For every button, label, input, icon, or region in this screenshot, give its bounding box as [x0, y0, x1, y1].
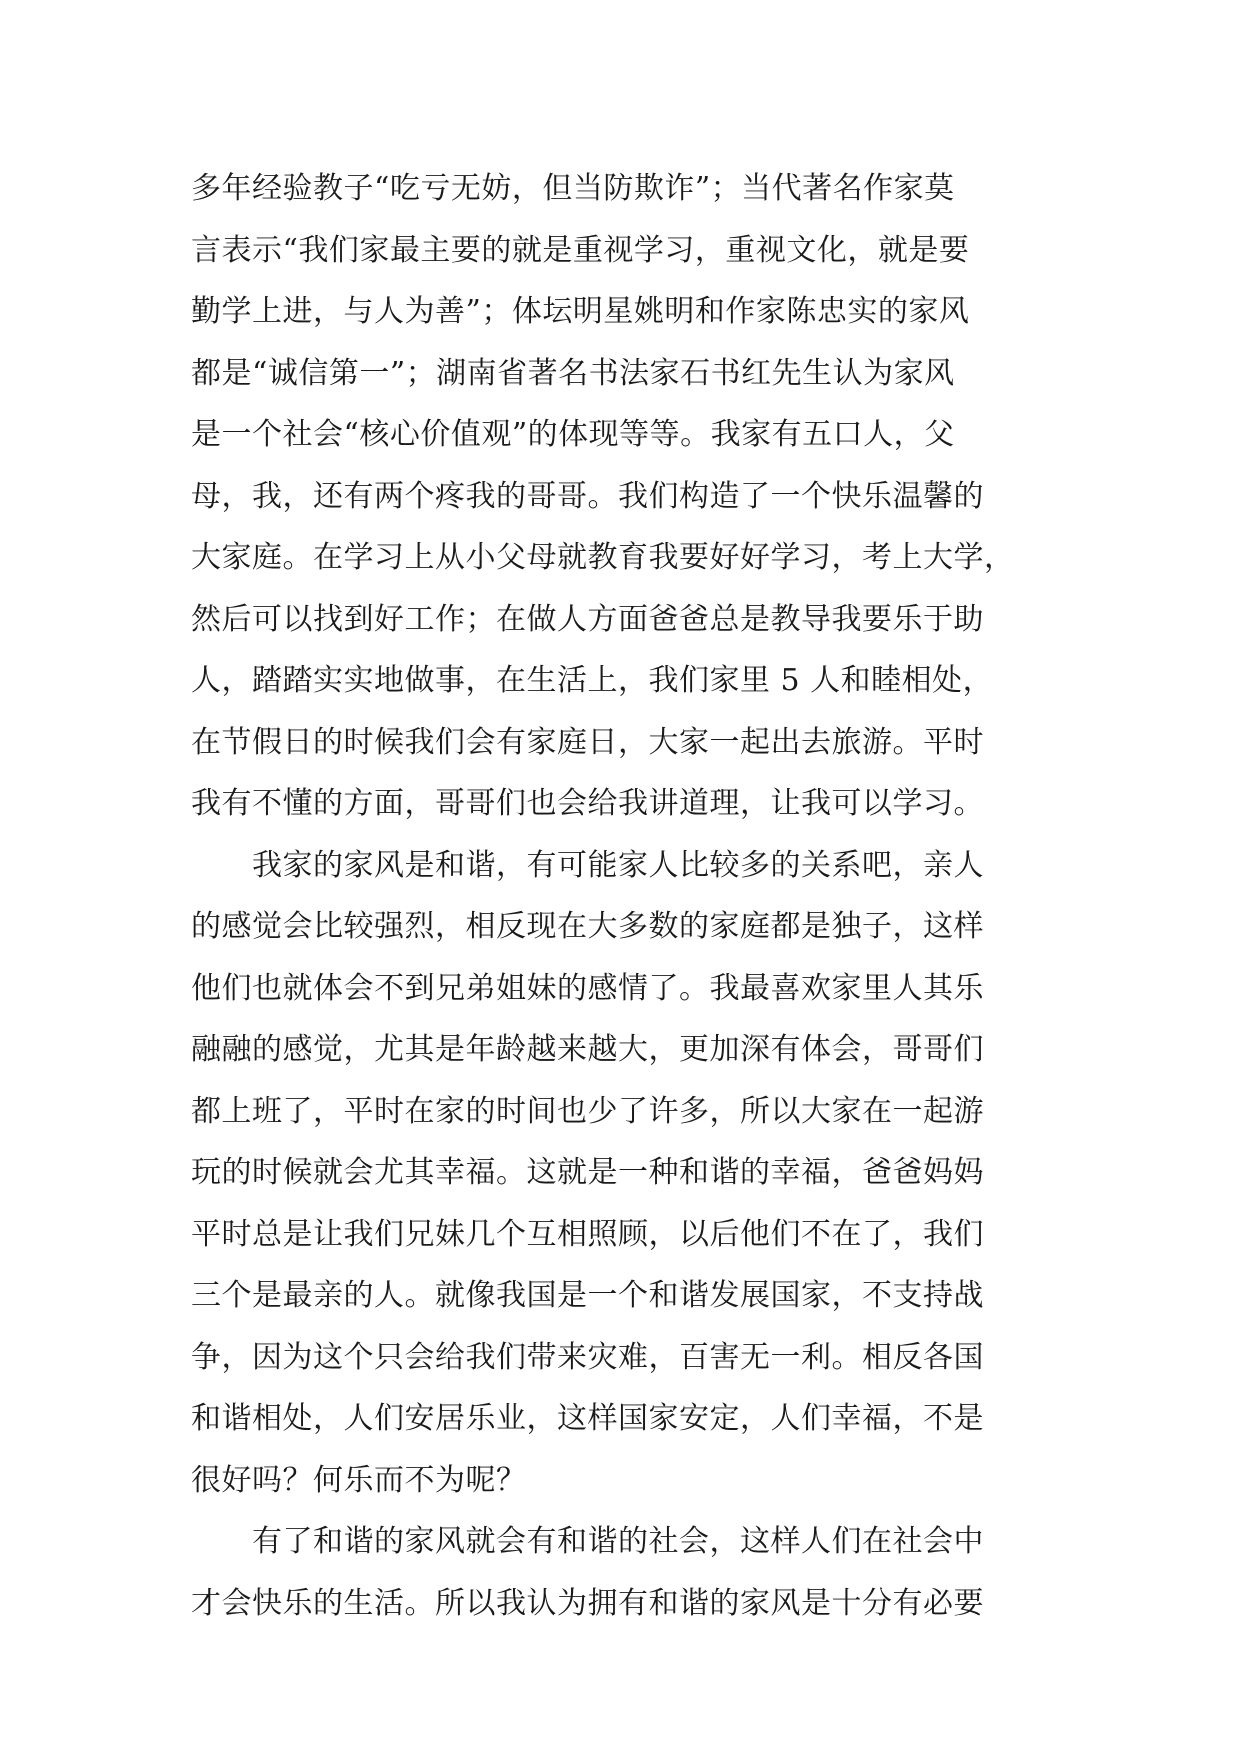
text-line: 玩的时候就会尤其幸福。这就是一种和谐的幸福，爸爸妈妈 [191, 1155, 984, 1190]
text-line: 有了和谐的家风就会有和谐的社会，这样人们在社会中 [191, 1524, 984, 1559]
text-line: 勤学上进，与人为善”；体坛明星姚明和作家陈忠实的家风 [191, 294, 970, 329]
text-line: 人，踏踏实实地做事，在生活上，我们家里 5 人和睦相处， [191, 663, 994, 698]
text-line: 很好吗？何乐而不为呢？ [191, 1462, 527, 1498]
text-line: 大家庭。在学习上从小父母就教育我要好好学习，考上大学， [191, 540, 1015, 575]
text-line: 多年经验教子“吃亏无妨，但当防欺诈”；当代著名作家莫 [191, 171, 955, 206]
text-line: 都上班了，平时在家的时间也少了许多，所以大家在一起游 [191, 1093, 984, 1129]
text-line: 他们也就体会不到兄弟姐妹的感情了。我最喜欢家里人其乐 [191, 970, 984, 1006]
text-line: 然后可以找到好工作；在做人方面爸爸总是教导我要乐于助 [191, 601, 984, 637]
text-line: 言表示“我们家最主要的就是重视学习，重视文化，就是要 [191, 232, 970, 268]
text-line: 我有不懂的方面，哥哥们也会给我讲道理，让我可以学习。 [191, 786, 984, 821]
text-line: 是一个社会“核心价值观”的体现等等。我家有五口人，父 [191, 417, 955, 452]
text-line: 才会快乐的生活。所以我认为拥有和谐的家风是十分有必要 [191, 1585, 984, 1621]
text-line: 平时总是让我们兄妹几个互相照顾，以后他们不在了，我们 [191, 1216, 984, 1252]
text-line: 我家的家风是和谐，有可能家人比较多的关系吧，亲人 [191, 847, 984, 883]
text-line: 母，我，还有两个疼我的哥哥。我们构造了一个快乐温馨的 [191, 478, 984, 514]
text-line: 三个是最亲的人。就像我国是一个和谐发展国家，不支持战 [191, 1278, 984, 1313]
body-text [191, 158, 1071, 1634]
text-line: 争，因为这个只会给我们带来灾难，百害无一利。相反各国 [191, 1339, 984, 1375]
text-line: 融融的感觉，尤其是年龄越来越大，更加深有体会，哥哥们 [191, 1032, 984, 1067]
text-line: 和谐相处，人们安居乐业，这样国家安定，人们幸福，不是 [191, 1401, 984, 1436]
text-line: 的感觉会比较强烈，相反现在大多数的家庭都是独子，这样 [191, 909, 984, 944]
text-line: 在节假日的时候我们会有家庭日，大家一起出去旅游。平时 [191, 724, 984, 760]
text-line: 都是“诚信第一”；湖南省著名书法家石书红先生认为家风 [191, 355, 955, 391]
